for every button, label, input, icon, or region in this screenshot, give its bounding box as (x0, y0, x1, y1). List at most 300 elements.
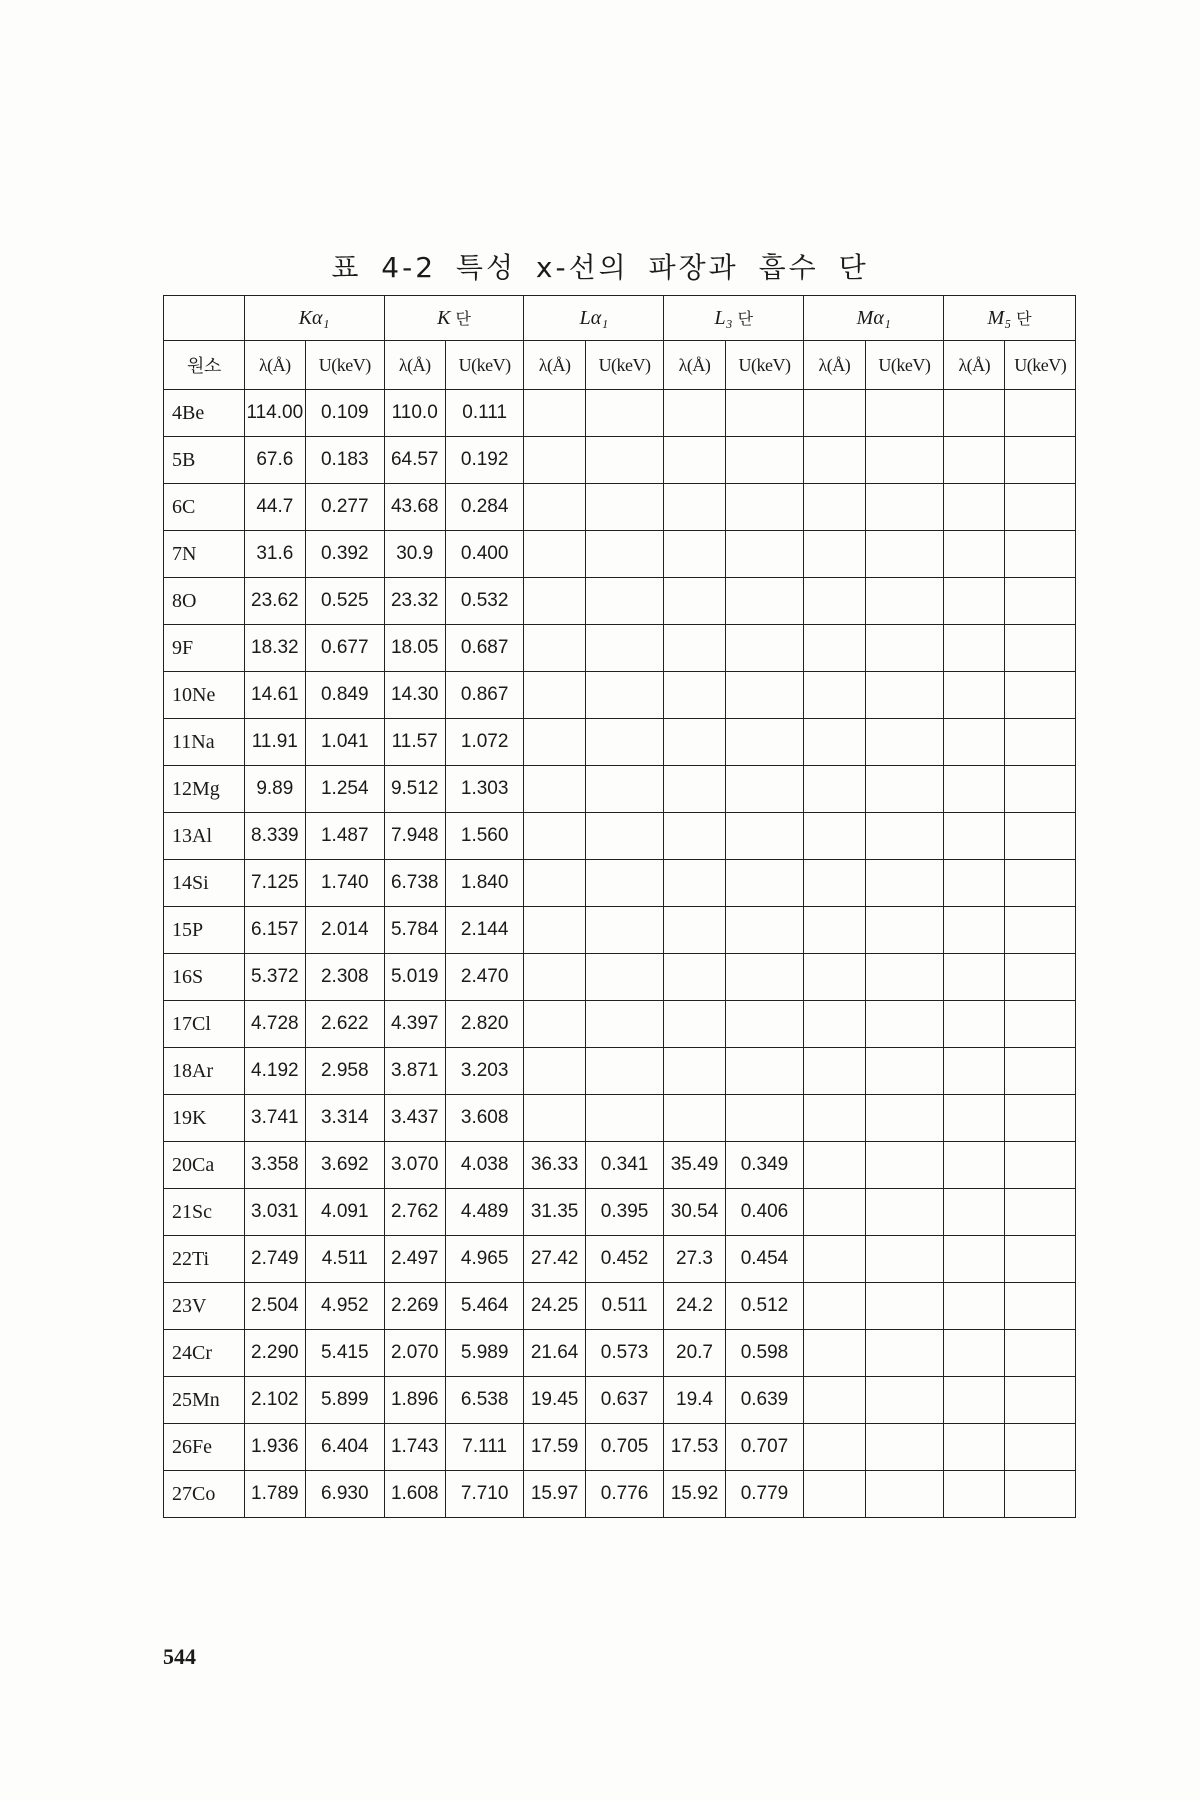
value-cell (725, 531, 804, 578)
value-cell: 0.525 (305, 578, 384, 625)
value-cell: 4.965 (445, 1236, 524, 1283)
value-cell: 0.392 (305, 531, 384, 578)
value-cell: 3.314 (305, 1095, 384, 1142)
value-cell (804, 1001, 865, 1048)
value-cell (725, 625, 804, 672)
table-row (164, 1095, 1076, 1142)
value-cell (1005, 531, 1076, 578)
table-row (164, 1001, 1076, 1048)
value-cell: 4.952 (305, 1283, 384, 1330)
value-cell (865, 1095, 944, 1142)
value-cell: 2.622 (305, 1001, 384, 1048)
value-cell: 4.397 (384, 1001, 445, 1048)
unit-header: U(keV) (305, 341, 384, 390)
table-row (164, 484, 1076, 531)
value-cell: 0.454 (725, 1236, 804, 1283)
value-cell (585, 813, 664, 860)
value-cell (1005, 390, 1076, 437)
value-cell (725, 907, 804, 954)
value-cell (804, 1048, 865, 1095)
value-cell (1005, 625, 1076, 672)
value-cell (664, 578, 725, 625)
value-cell (804, 1142, 865, 1189)
element-cell: 14Si (164, 860, 245, 907)
value-cell: 1.789 (244, 1471, 305, 1518)
value-cell: 1.840 (445, 860, 524, 907)
value-cell (585, 390, 664, 437)
value-cell (1005, 766, 1076, 813)
value-cell (1005, 1471, 1076, 1518)
value-cell: 0.284 (445, 484, 524, 531)
value-cell (664, 860, 725, 907)
value-cell (585, 1095, 664, 1142)
value-cell: 5.415 (305, 1330, 384, 1377)
value-cell: 6.157 (244, 907, 305, 954)
value-cell: 2.269 (384, 1283, 445, 1330)
value-cell (524, 860, 585, 907)
value-cell: 44.7 (244, 484, 305, 531)
table-row (164, 719, 1076, 766)
value-cell (804, 1189, 865, 1236)
value-cell (725, 437, 804, 484)
value-cell: 5.989 (445, 1330, 524, 1377)
unit-header: U(keV) (585, 341, 664, 390)
value-cell: 1.560 (445, 813, 524, 860)
table-row (164, 578, 1076, 625)
value-cell (944, 672, 1005, 719)
value-cell: 30.9 (384, 531, 445, 578)
unit-header: λ(Å) (244, 341, 305, 390)
value-cell: 1.740 (305, 860, 384, 907)
value-cell (865, 578, 944, 625)
value-cell: 6.538 (445, 1377, 524, 1424)
value-cell: 6.404 (305, 1424, 384, 1471)
value-cell (865, 719, 944, 766)
value-cell (664, 1048, 725, 1095)
value-cell (804, 1330, 865, 1377)
value-cell (865, 437, 944, 484)
value-cell (944, 484, 1005, 531)
value-cell (524, 719, 585, 766)
value-cell (524, 907, 585, 954)
element-cell: 24Cr (164, 1330, 245, 1377)
value-cell (524, 390, 585, 437)
value-cell: 0.452 (585, 1236, 664, 1283)
value-cell: 64.57 (384, 437, 445, 484)
value-cell: 3.437 (384, 1095, 445, 1142)
value-cell: 9.89 (244, 766, 305, 813)
value-cell (1005, 1236, 1076, 1283)
value-cell (944, 1424, 1005, 1471)
unit-header: λ(Å) (384, 341, 445, 390)
value-cell (1005, 672, 1076, 719)
table-body (164, 390, 1076, 1518)
value-cell (524, 484, 585, 531)
value-cell: 5.464 (445, 1283, 524, 1330)
value-cell (664, 1095, 725, 1142)
value-cell: 0.705 (585, 1424, 664, 1471)
value-cell (865, 813, 944, 860)
element-cell: 6C (164, 484, 245, 531)
value-cell: 4.192 (244, 1048, 305, 1095)
value-cell (865, 1048, 944, 1095)
value-cell: 36.33 (524, 1142, 585, 1189)
value-cell (804, 1236, 865, 1283)
value-cell: 4.489 (445, 1189, 524, 1236)
value-cell (865, 1189, 944, 1236)
value-cell: 0.277 (305, 484, 384, 531)
value-cell (585, 954, 664, 1001)
value-cell (524, 1095, 585, 1142)
value-cell: 3.203 (445, 1048, 524, 1095)
value-cell (1005, 578, 1076, 625)
element-cell: 20Ca (164, 1142, 245, 1189)
unit-header: λ(Å) (664, 341, 725, 390)
value-cell (585, 437, 664, 484)
table-row (164, 766, 1076, 813)
table-row (164, 1048, 1076, 1095)
unit-header: U(keV) (865, 341, 944, 390)
value-cell: 2.820 (445, 1001, 524, 1048)
value-cell (944, 1048, 1005, 1095)
value-cell: 19.4 (664, 1377, 725, 1424)
value-cell (585, 578, 664, 625)
unit-header: λ(Å) (804, 341, 865, 390)
element-cell: 18Ar (164, 1048, 245, 1095)
page-number: 544 (163, 1644, 196, 1669)
value-cell: 3.608 (445, 1095, 524, 1142)
value-cell: 43.68 (384, 484, 445, 531)
value-cell: 24.25 (524, 1283, 585, 1330)
value-cell: 4.511 (305, 1236, 384, 1283)
value-cell (944, 437, 1005, 484)
value-cell (585, 625, 664, 672)
value-cell (804, 766, 865, 813)
value-cell: 14.30 (384, 672, 445, 719)
value-cell (944, 719, 1005, 766)
value-cell (725, 672, 804, 719)
value-cell: 2.749 (244, 1236, 305, 1283)
value-cell (944, 907, 1005, 954)
value-cell: 0.849 (305, 672, 384, 719)
table-row (164, 1424, 1076, 1471)
value-cell: 4.728 (244, 1001, 305, 1048)
value-cell: 1.072 (445, 719, 524, 766)
value-cell: 2.102 (244, 1377, 305, 1424)
value-cell (1005, 1142, 1076, 1189)
value-cell (944, 1471, 1005, 1518)
value-cell: 7.710 (445, 1471, 524, 1518)
value-cell: 3.070 (384, 1142, 445, 1189)
band-header-m5-edge: M₅ 단 (944, 296, 1076, 341)
value-cell: 17.53 (664, 1424, 725, 1471)
value-cell (944, 1095, 1005, 1142)
value-cell (585, 484, 664, 531)
value-cell (865, 1283, 944, 1330)
value-cell (1005, 907, 1076, 954)
value-cell (804, 484, 865, 531)
value-cell: 1.487 (305, 813, 384, 860)
value-cell: 15.92 (664, 1471, 725, 1518)
value-cell (1005, 437, 1076, 484)
value-cell: 19.45 (524, 1377, 585, 1424)
value-cell: 8.339 (244, 813, 305, 860)
band-header-ka1: Kα₁ (244, 296, 384, 341)
value-cell (944, 578, 1005, 625)
value-cell (524, 437, 585, 484)
value-cell: 0.511 (585, 1283, 664, 1330)
value-cell (804, 813, 865, 860)
value-cell (585, 719, 664, 766)
value-cell: 1.743 (384, 1424, 445, 1471)
element-cell: 19K (164, 1095, 245, 1142)
table-row (164, 625, 1076, 672)
value-cell (944, 1001, 1005, 1048)
value-cell (1005, 1377, 1076, 1424)
value-cell (725, 578, 804, 625)
element-cell: 13Al (164, 813, 245, 860)
value-cell: 0.637 (585, 1377, 664, 1424)
value-cell: 2.290 (244, 1330, 305, 1377)
value-cell (725, 1048, 804, 1095)
value-cell (1005, 1283, 1076, 1330)
value-cell (804, 954, 865, 1001)
value-cell (944, 813, 1005, 860)
value-cell (804, 1283, 865, 1330)
value-cell: 0.532 (445, 578, 524, 625)
element-cell: 27Co (164, 1471, 245, 1518)
value-cell (1005, 1424, 1076, 1471)
value-cell (804, 860, 865, 907)
value-cell (865, 531, 944, 578)
value-cell (804, 1424, 865, 1471)
value-cell: 0.707 (725, 1424, 804, 1471)
table-row (164, 1283, 1076, 1330)
value-cell: 27.42 (524, 1236, 585, 1283)
value-cell: 6.738 (384, 860, 445, 907)
value-cell (664, 766, 725, 813)
value-cell: 27.3 (664, 1236, 725, 1283)
value-cell (865, 766, 944, 813)
value-cell (664, 531, 725, 578)
value-cell: 3.871 (384, 1048, 445, 1095)
value-cell: 30.54 (664, 1189, 725, 1236)
value-cell: 0.341 (585, 1142, 664, 1189)
value-cell (725, 954, 804, 1001)
value-cell (524, 672, 585, 719)
value-cell (944, 1189, 1005, 1236)
value-cell (944, 531, 1005, 578)
value-cell: 35.49 (664, 1142, 725, 1189)
value-cell (725, 484, 804, 531)
value-cell (865, 1424, 944, 1471)
value-cell: 24.2 (664, 1283, 725, 1330)
value-cell (664, 625, 725, 672)
value-cell (664, 813, 725, 860)
table-row (164, 813, 1076, 860)
value-cell: 17.59 (524, 1424, 585, 1471)
value-cell: 7.125 (244, 860, 305, 907)
value-cell: 6.930 (305, 1471, 384, 1518)
value-cell (804, 578, 865, 625)
element-cell: 10Ne (164, 672, 245, 719)
table-row (164, 672, 1076, 719)
table-row (164, 907, 1076, 954)
element-cell: 5B (164, 437, 245, 484)
value-cell: 23.62 (244, 578, 305, 625)
value-cell: 3.031 (244, 1189, 305, 1236)
corner-cell (164, 296, 245, 341)
element-cell: 25Mn (164, 1377, 245, 1424)
value-cell: 7.111 (445, 1424, 524, 1471)
value-cell (944, 390, 1005, 437)
value-cell: 0.406 (725, 1189, 804, 1236)
value-cell: 5.784 (384, 907, 445, 954)
value-cell: 4.091 (305, 1189, 384, 1236)
value-cell (664, 907, 725, 954)
unit-header: U(keV) (445, 341, 524, 390)
value-cell: 114.00 (244, 390, 305, 437)
value-cell (865, 484, 944, 531)
value-cell: 1.936 (244, 1424, 305, 1471)
value-cell (944, 860, 1005, 907)
value-cell (1005, 1001, 1076, 1048)
value-cell: 1.303 (445, 766, 524, 813)
value-cell (1005, 1095, 1076, 1142)
band-header-l3-edge: L₃ 단 (664, 296, 804, 341)
value-cell: 0.867 (445, 672, 524, 719)
value-cell (804, 672, 865, 719)
table-row (164, 390, 1076, 437)
unit-header: U(keV) (725, 341, 804, 390)
value-cell: 14.61 (244, 672, 305, 719)
value-cell: 0.639 (725, 1377, 804, 1424)
value-cell: 5.899 (305, 1377, 384, 1424)
value-cell: 1.608 (384, 1471, 445, 1518)
value-cell (804, 625, 865, 672)
xray-wavelength-table (163, 295, 1076, 1518)
value-cell (585, 860, 664, 907)
band-header-ma1: Mα₁ (804, 296, 944, 341)
value-cell: 0.779 (725, 1471, 804, 1518)
element-cell: 4Be (164, 390, 245, 437)
unit-header-row (164, 341, 1076, 390)
value-cell (865, 1471, 944, 1518)
value-cell (725, 860, 804, 907)
table-row (164, 1377, 1076, 1424)
value-cell: 3.741 (244, 1095, 305, 1142)
value-cell: 23.32 (384, 578, 445, 625)
value-cell (865, 1001, 944, 1048)
value-cell: 0.109 (305, 390, 384, 437)
value-cell: 3.692 (305, 1142, 384, 1189)
value-cell: 0.192 (445, 437, 524, 484)
value-cell: 67.6 (244, 437, 305, 484)
band-header-la1: Lα₁ (524, 296, 664, 341)
value-cell: 3.358 (244, 1142, 305, 1189)
value-cell (865, 907, 944, 954)
unit-header: U(keV) (1005, 341, 1076, 390)
value-cell (664, 1001, 725, 1048)
element-cell: 9F (164, 625, 245, 672)
value-cell (524, 766, 585, 813)
value-cell (865, 1236, 944, 1283)
value-cell (725, 766, 804, 813)
element-cell: 8O (164, 578, 245, 625)
value-cell (944, 954, 1005, 1001)
value-cell: 0.395 (585, 1189, 664, 1236)
value-cell (664, 484, 725, 531)
unit-header: λ(Å) (524, 341, 585, 390)
value-cell (1005, 813, 1076, 860)
value-cell (585, 1048, 664, 1095)
table-row (164, 1189, 1076, 1236)
value-cell (1005, 1048, 1076, 1095)
value-cell (865, 390, 944, 437)
value-cell: 9.512 (384, 766, 445, 813)
value-cell: 2.014 (305, 907, 384, 954)
value-cell: 2.504 (244, 1283, 305, 1330)
table-row (164, 1142, 1076, 1189)
value-cell (804, 437, 865, 484)
band-header-row (164, 296, 1076, 341)
table-row (164, 954, 1076, 1001)
value-cell (524, 625, 585, 672)
value-cell (725, 1001, 804, 1048)
element-cell: 22Ti (164, 1236, 245, 1283)
element-cell: 15P (164, 907, 245, 954)
value-cell (585, 766, 664, 813)
value-cell: 11.91 (244, 719, 305, 766)
element-column-header: 원소 (164, 341, 245, 390)
value-cell: 11.57 (384, 719, 445, 766)
value-cell: 0.598 (725, 1330, 804, 1377)
value-cell: 2.470 (445, 954, 524, 1001)
value-cell (804, 390, 865, 437)
value-cell: 1.254 (305, 766, 384, 813)
element-cell: 16S (164, 954, 245, 1001)
value-cell (804, 531, 865, 578)
value-cell (865, 860, 944, 907)
value-cell: 4.038 (445, 1142, 524, 1189)
value-cell (664, 954, 725, 1001)
value-cell (944, 625, 1005, 672)
value-cell: 0.573 (585, 1330, 664, 1377)
value-cell (865, 954, 944, 1001)
element-cell: 26Fe (164, 1424, 245, 1471)
value-cell: 18.32 (244, 625, 305, 672)
value-cell (865, 1142, 944, 1189)
value-cell (524, 531, 585, 578)
element-cell: 17Cl (164, 1001, 245, 1048)
value-cell (524, 1001, 585, 1048)
value-cell (664, 719, 725, 766)
value-cell (725, 719, 804, 766)
value-cell (664, 390, 725, 437)
value-cell (524, 1048, 585, 1095)
element-cell: 11Na (164, 719, 245, 766)
value-cell: 18.05 (384, 625, 445, 672)
value-cell (585, 907, 664, 954)
value-cell (725, 813, 804, 860)
value-cell: 20.7 (664, 1330, 725, 1377)
value-cell (944, 1283, 1005, 1330)
value-cell (944, 1142, 1005, 1189)
value-cell (865, 625, 944, 672)
value-cell (664, 437, 725, 484)
table-row (164, 531, 1076, 578)
value-cell: 0.687 (445, 625, 524, 672)
